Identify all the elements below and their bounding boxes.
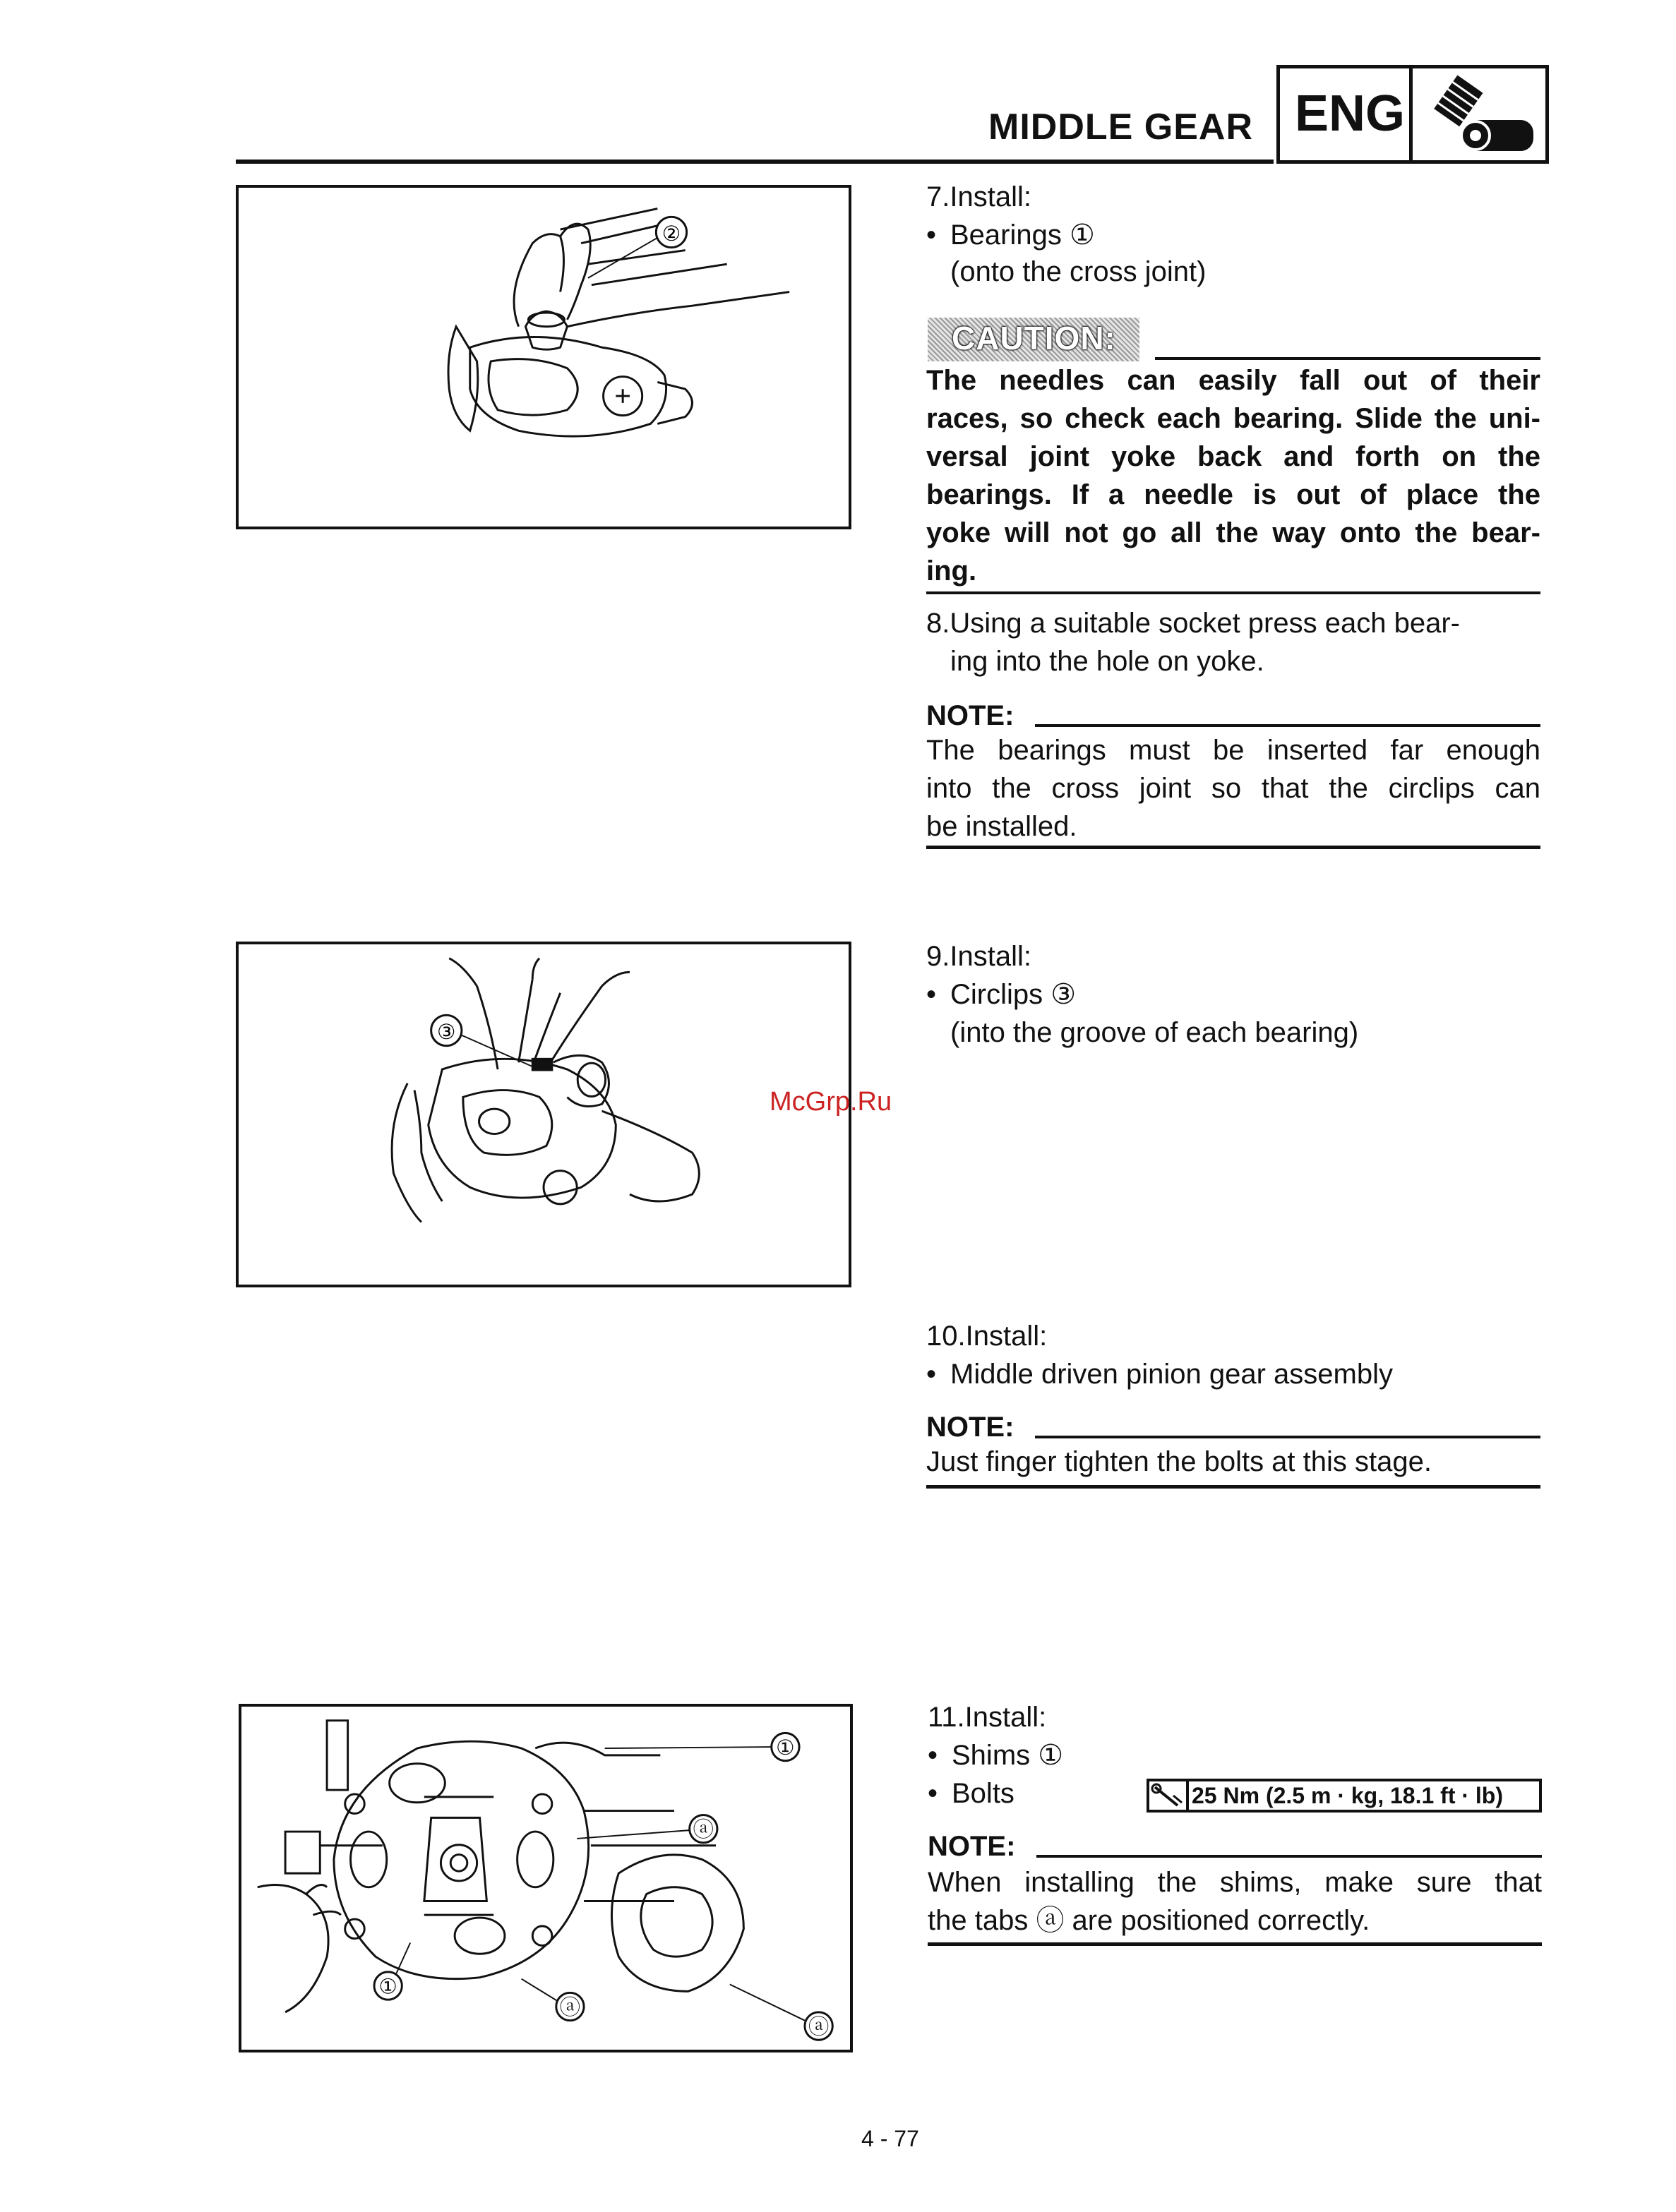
step-9-title: 9.Install: [926, 941, 1031, 972]
section-tab-label: ENG [1295, 85, 1406, 142]
callout-shim-2: ① [378, 1975, 397, 1999]
page-number: 4 - 77 [861, 2126, 919, 2151]
callout-tab-a-1: ⓐ [693, 1817, 714, 1841]
note-2-label: NOTE: [926, 1412, 1014, 1443]
step-10-title: 10.Install: [926, 1321, 1048, 1352]
note-1-label: NOTE: [926, 700, 1014, 731]
note-1-line: be installed. [926, 811, 1077, 842]
figure-bearing-install [236, 185, 851, 529]
callout-2: ② [662, 222, 681, 246]
note-3-line: the tabs ⓐ are positioned correctly. [928, 1905, 1370, 1936]
note-1-rule [1035, 724, 1540, 727]
caution-line: bearings. If a needle is out of place the [926, 479, 1540, 510]
step-8-line1: 8.Using a suitable socket press each bear- [926, 608, 1460, 639]
note-2-text: Just finger tighten the bolts at this stage. [926, 1446, 1432, 1477]
section-tab-divider [1409, 65, 1413, 164]
note-3-rule [1036, 1855, 1542, 1858]
step-9-sub: (into the groove of each bearing) [950, 1017, 1359, 1048]
caution-rule [1155, 357, 1540, 360]
step-10-item: Middle driven pinion gear assembly [950, 1359, 1393, 1390]
caution-label: CAUTION: [952, 320, 1116, 356]
step-11-title: 11.Install: [928, 1702, 1047, 1733]
note-1-line: The bearings must be inserted far enough [926, 735, 1540, 766]
caution-line: versal joint yoke back and forth on the [926, 441, 1540, 472]
step-11-item-2: Bolts [952, 1778, 1014, 1809]
note-1-end-rule [926, 846, 1540, 849]
figure-circlip-install [236, 942, 851, 1287]
note-1-line: into the cross joint so that the circlips can [926, 773, 1540, 804]
caution-text [926, 361, 1540, 590]
caution-line: ing. [926, 555, 977, 587]
step-7-sub: (onto the cross joint) [950, 256, 1207, 287]
step-10-bullet: • [926, 1359, 937, 1390]
note-2-end-rule [926, 1485, 1540, 1489]
caution-end-rule [926, 591, 1540, 594]
header-rule [236, 160, 1274, 164]
step-7-item: Bearings ① [950, 220, 1095, 251]
note-3-text [928, 1863, 1542, 1940]
callout-3: ③ [437, 1020, 456, 1044]
note-1-text [926, 731, 1540, 846]
step-7-bullet: • [926, 220, 937, 251]
caution-line: yoke will not go all the way onto the bear- [926, 517, 1540, 548]
note-3-line: When installing the shims, make sure that [928, 1867, 1542, 1898]
engine-bolt-icon [1419, 73, 1543, 157]
figure-shims-bolts [239, 1704, 853, 2052]
torque-wrench-icon [1149, 1781, 1189, 1810]
callout-tab-a-3: ⓐ [808, 2015, 830, 2039]
note-3-end-rule [928, 1942, 1542, 1946]
caution-line: The needles can easily fall out of their [926, 365, 1540, 396]
callout-shim-1: ① [776, 1736, 795, 1760]
step-11-bullet-1: • [928, 1740, 938, 1771]
step-9-item: Circlips ③ [950, 979, 1077, 1010]
step-11-item-1: Shims ① [952, 1740, 1064, 1771]
step-9-bullet: • [926, 979, 937, 1010]
step-11-bullet-2: • [928, 1778, 938, 1809]
step-8-line2: ing into the hole on yoke. [950, 646, 1264, 677]
torque-value: 25 Nm (2.5 m · kg, 18.1 ft · lb) [1192, 1783, 1503, 1808]
watermark: McGrp.Ru [770, 1087, 892, 1117]
callout-tab-a-2: ⓐ [559, 1995, 581, 2019]
caution-line: races, so check each bearing. Slide the uni- [926, 403, 1540, 434]
step-7-title: 7.Install: [926, 181, 1031, 212]
note-2-rule [1035, 1436, 1540, 1438]
page-title: MIDDLE GEAR [988, 107, 1253, 148]
note-3-label: NOTE: [928, 1831, 1016, 1862]
